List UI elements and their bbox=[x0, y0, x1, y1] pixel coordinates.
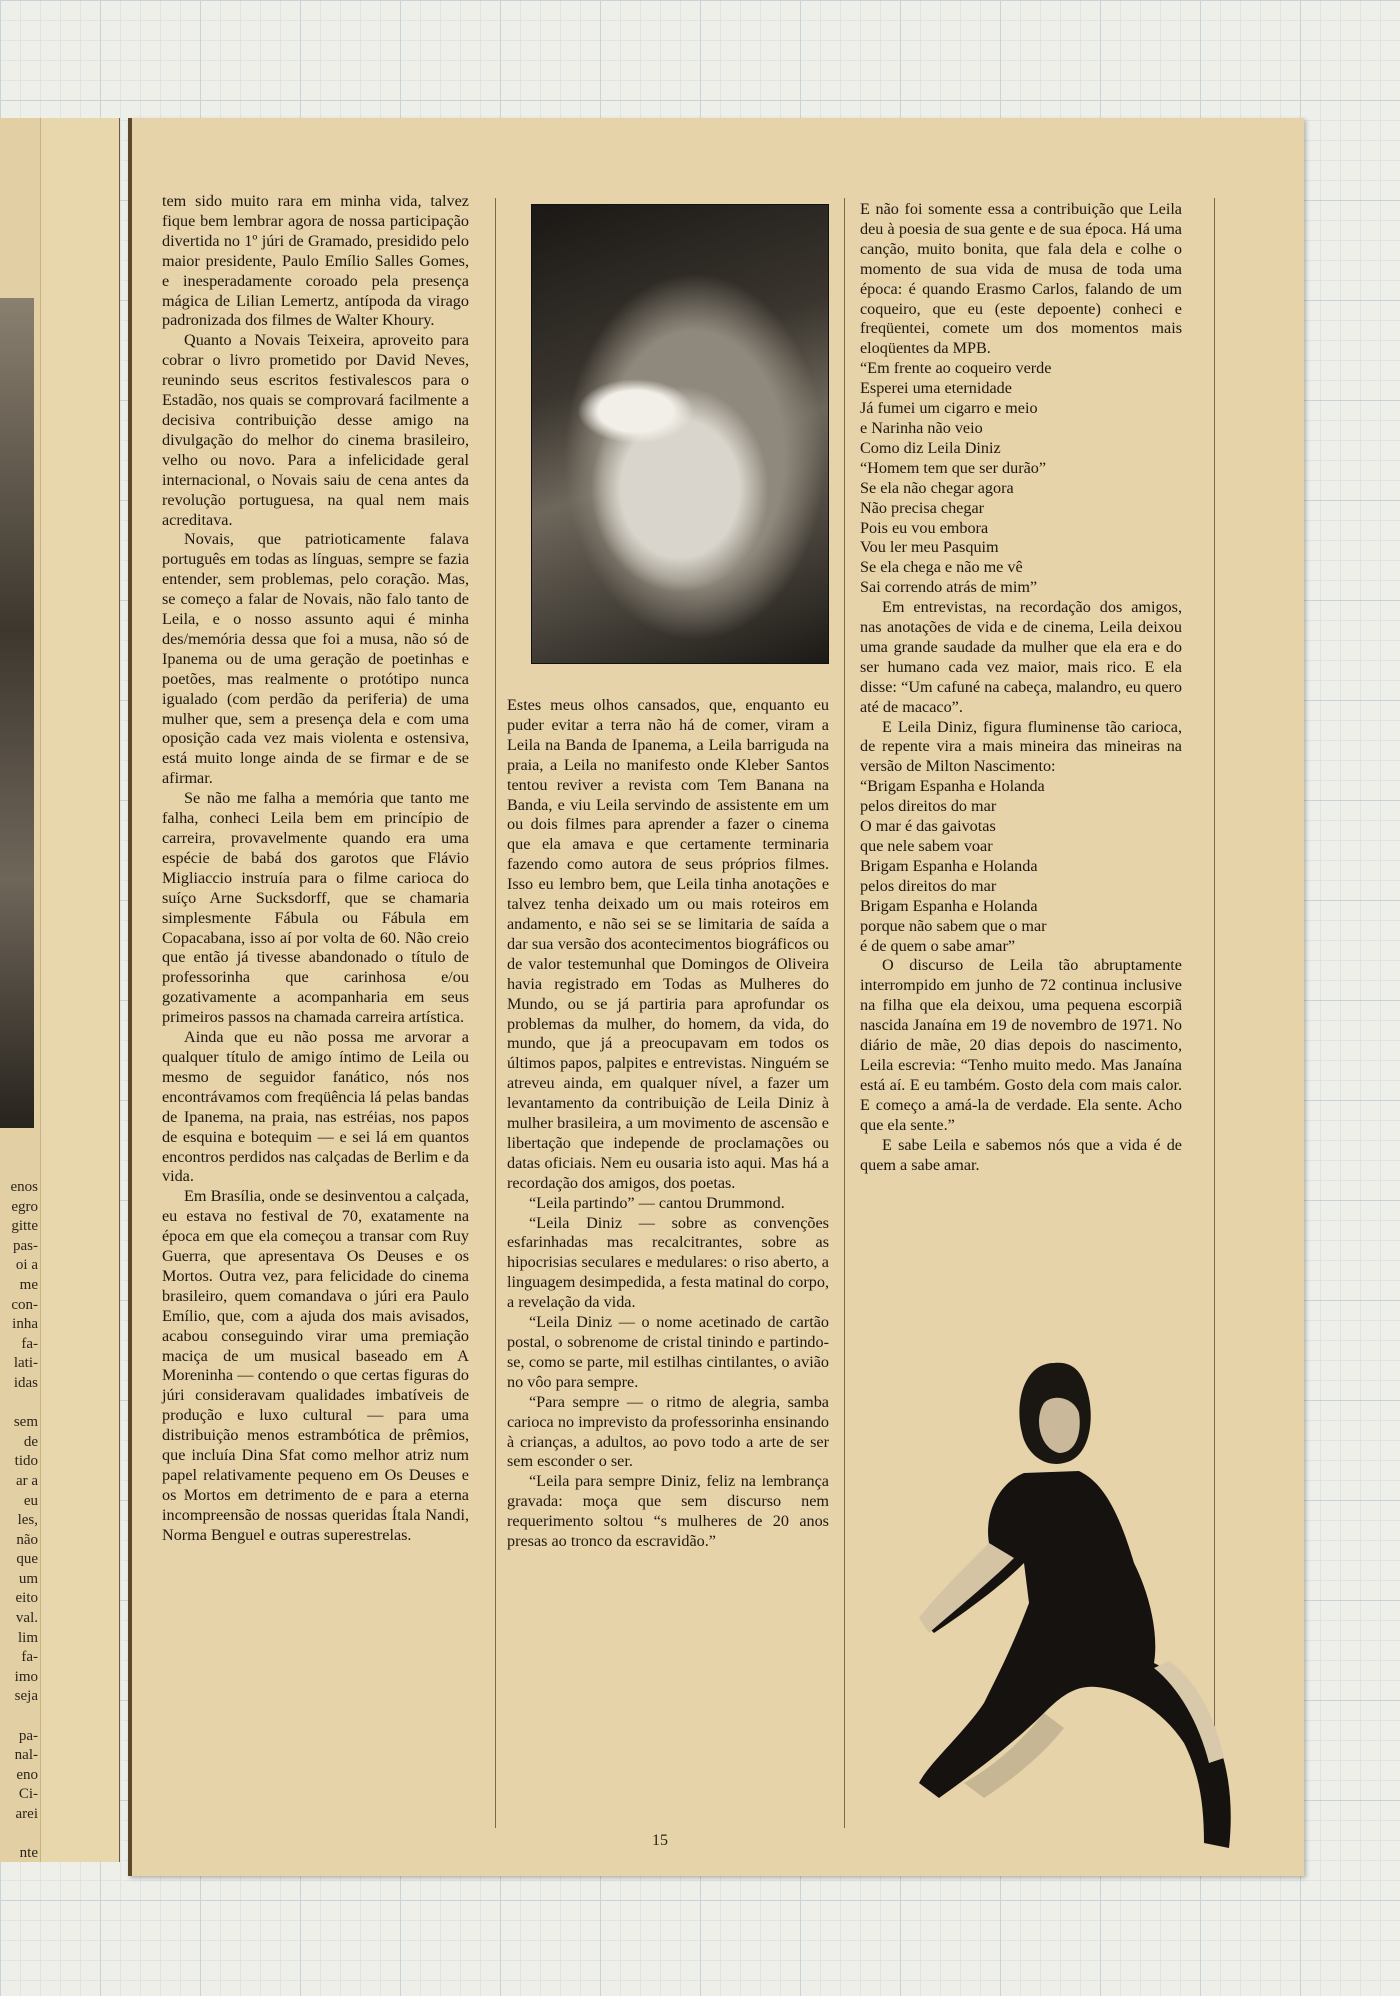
previous-page-fragment: con- bbox=[11, 1296, 38, 1313]
previous-page-fragment: oi a bbox=[15, 1257, 38, 1274]
article-paragraph: E sabe Leila e sabemos nós que a vida é de quem a sabe amar. bbox=[860, 1135, 1182, 1174]
previous-page-fragment: enos bbox=[10, 1179, 38, 1195]
article-paragraph: “Leila para sempre Diniz, feliz na lembrança gravada: moça que sem discurso nem requerimento soltou “s mulheres de 20 anos presas ao tronco da escravidão.” bbox=[507, 1472, 829, 1551]
column-rule bbox=[495, 198, 496, 1828]
article-paragraph: tem sido muito rara em minha vida, talvez fique bem lembrar agora de nossa participação divertida no 1º júri de Gramado, presidido pelo maior presidente, Paulo Emílio Salles Gomes, e inesperadamente coroado pela presença mágica de Lilian Lemertz, antípoda da virago padronizada dos filmes de Walter Khoury. bbox=[162, 192, 469, 330]
article-paragraph: Estes meus olhos cansados, que, enquanto eu puder evitar a terra não há de comer, viram a Leila na Banda de Ipanema, a Leila barriguda na praia, a Leila no manifesto onde Kleber Santos tentou reviver a revista com Tem Banana na Banda, e viu Leila servindo de assistente em um ou dois filmes para aprender a fazer o cinema que ela amava e que certamente terminaria fazendo como autora de seus próprios filmes. Isso eu lembro bem, que Leila tinha anotações e talvez tenha deixado um ou mais roteiros em andamento, e não sei se se limitaria de saída a dar sua versão dos acontecimentos biográficos ou de valor testemunhal que Domingos de Oliveira havia registrado em Todas as Mulheres do Mundo, ou se já partiria para aprofundar os problemas da mulher, do homem, da vida, do mundo, que já a preocupavam em todos os últimos papos, palpites e entrevistas. Ninguém se atreveu ainda, em qualquer nível, a fazer um levantamento da contribuição de Leila Diniz à mulher brasileira, a um movimento de ascensão e libertação que independe de proclamações ou datas oficiais. Nem eu ousaria isto aqui. Mas há a recordação dos amigos, dos poetas. bbox=[507, 696, 829, 1192]
previous-page-fragment: Ci- bbox=[18, 1786, 38, 1803]
article-paragraph: “Em frente ao coqueiro verde Esperei uma eternidade Já fumei um cigarro e meio e Narinha não veio Como diz Leila Diniz “Homem tem que ser durão” Se ela não chegar agora Não precisa chegar Pois eu vou embora Vou ler meu Pasquim Se ela chega e não me vê Sai correndo atrás de mim” bbox=[860, 359, 1052, 597]
article-column-3 bbox=[860, 200, 1182, 1175]
article-paragraph: Quanto a Novais Teixeira, aproveito para cobrar o livro prometido por David Neves, reunindo seus escritos festivalescos para o Estadão, nos quais se comprovará facilmente a decisiva contribuição desse amigo na divulgação do melhor do cinema brasileiro, velho ou novo. Para a infelicidade geral internacional, o Novais saiu de cena antes da revolução portuguesa, na qual nem mais acreditava. bbox=[162, 331, 469, 529]
previous-page-fragment: idas bbox=[13, 1374, 38, 1391]
magazine-page bbox=[128, 118, 1304, 1876]
previous-page-column bbox=[40, 118, 119, 1862]
previous-page-fragment bbox=[0, 1707, 38, 1727]
previous-page-fragment: ar a bbox=[15, 1472, 38, 1489]
article-paragraph: Em entrevistas, na recordação dos amigos, nas anotações de vida e de cinema, Leila deixou uma grande saudade da mulher que ela era e do ser humano cada vez maior, mais rico. E ela disse: “Um cafuné na cabeça, malandro, eu quero até de macaco”. bbox=[860, 598, 1182, 716]
previous-page-fragment: fa- bbox=[21, 1649, 38, 1666]
previous-page-fragment: inha bbox=[12, 1316, 38, 1333]
previous-page-photo bbox=[0, 298, 34, 1128]
article-paragraph: O discurso de Leila tão abruptamente interrompido em junho de 72 continua inclusive na filha que ela deixou, uma pequena escorpiã nascida Janaína em 19 de novembro de 1971. No diário de mãe, 20 dias depois do nascimento, Leila escrevia: “Tenho muito medo. Mas Janaína está aí. E eu também. Gosto dela com mais calor. E começo a amá-la de verdade. Ela sente. Acho que ela sente.” bbox=[860, 956, 1182, 1134]
previous-page-fragment: seja bbox=[14, 1688, 38, 1705]
swimsuit-photo-leila bbox=[904, 1343, 1244, 1858]
article-paragraph: “Brigam Espanha e Holanda pelos direitos do mar O mar é das gaivotas que nele sabem voar Brigam Espanha e Holanda pelos direitos do mar Brigam Espanha e Holanda porque não sabem que o mar é de quem o sabe amar” bbox=[860, 777, 1047, 955]
article-paragraph: Se não me falha a memória que tanto me falha, conheci Leila bem em princípio de carreira, provavelmente quando era uma espécie de babá dos garotos que Flávio Migliaccio instruía para o filme carioca do suíço Arne Sucksdorff, que se chamaria simplesmente Fábula ou Fábula em Copacabana, isso aí por volta de 60. Não creio que então já tivesse abandonado o título de professorinha que carinhosa e/ou gozativamente a acompanharia em seus primeiros passos na chamada carreira artística. bbox=[162, 789, 469, 1027]
previous-page-text-fragments bbox=[0, 1178, 38, 1864]
previous-page-fragment: de bbox=[23, 1433, 38, 1450]
previous-page-fragment: nal- bbox=[14, 1747, 38, 1764]
article-paragraph: “Leila Diniz — sobre as convenções esfarinhadas mas recalcitrantes, sobre as hipocrisias seculares e medulares: o riso aberto, a linguagem desimpedida, a festa matinal do corpo, a revelação da vida. bbox=[507, 1213, 829, 1312]
previous-page-fragment: eu bbox=[23, 1492, 38, 1509]
previous-page-fragment: tido bbox=[14, 1453, 38, 1470]
previous-page-fragment: arei bbox=[15, 1806, 38, 1822]
previous-page-fragment: nte bbox=[19, 1845, 38, 1862]
article-column-2 bbox=[507, 696, 829, 1552]
previous-page-fragment: pa- bbox=[18, 1727, 38, 1744]
previous-page-fragment: não bbox=[16, 1531, 38, 1548]
article-paragraph: “Leila partindo” — cantou Drummond. bbox=[529, 1193, 785, 1212]
column-rule bbox=[844, 198, 845, 1828]
previous-page-fragment: eno bbox=[16, 1766, 38, 1783]
previous-page-fragment: val. bbox=[15, 1610, 38, 1627]
previous-page-fragment: pas- bbox=[13, 1237, 38, 1254]
previous-page-fragment: que bbox=[16, 1551, 38, 1568]
article-column-1 bbox=[162, 192, 469, 1546]
previous-page-fragment: um bbox=[18, 1570, 38, 1587]
article-paragraph: Novais, que patrioticamente falava português em todas as línguas, sempre se fazia entender, sem problemas, pelo coração. Mas, se começo a falar de Novais, não falo tanto de Leila, e o nosso assunto aqui é minha des/memória dessa que foi a musa, não só de Ipanema ou de uma geração de poetinhas e poetões, mas realmente o protótipo nunca igualado (com perdão da periferia) de uma mulher que, sem a presença dela e com uma oposição cada vez mais violenta e ostensiva, está muito longe ainda de se firmar e de se afirmar. bbox=[162, 530, 469, 788]
previous-page-fragment: lati- bbox=[13, 1355, 38, 1372]
previous-page-fragment: fa- bbox=[21, 1335, 38, 1352]
article-paragraph: E Leila Diniz, figura fluminense tão carioca, de repente vira a mais mineira das mineiras na versão de Milton Nascimento: bbox=[860, 717, 1182, 776]
previous-page-fragment: gitte bbox=[11, 1218, 38, 1235]
portrait-photo-leila bbox=[531, 204, 829, 664]
article-paragraph: Ainda que eu não possa me arvorar a qualquer título de amigo íntimo de Leila ou mesmo de seguidor fanático, nós nos encontrávamos com freqüência lá pelas bandas de Ipanema, na praia, nas estréias, nos papos de esquina e botequim — e sei lá em quantos encontros perdidos nas calçadas de Berlim e da vida. bbox=[162, 1028, 469, 1186]
previous-page-fragment bbox=[0, 1394, 38, 1414]
previous-page-fragment: eito bbox=[15, 1590, 38, 1607]
previous-page-fragment: imo bbox=[14, 1668, 38, 1685]
article-paragraph: “Para sempre — o ritmo de alegria, samba carioca no imprevisto da professorinha ensinando à crianças, a adultos, ao povo todo a arte de ser sem esconder o ser. bbox=[507, 1392, 829, 1471]
previous-page-fragment: lim bbox=[17, 1629, 38, 1646]
article-paragraph: Em Brasília, onde se desinventou a calçada, eu estava no festival de 70, exatamente na época em que ela começou a transar com Ruy Guerra, que apresentava Os Deuses e os Mortos. Outra vez, para felicidade do cinema brasileiro, quem comandava o júri era Paulo Emílio, que, com a ajuda dos mais avisados, acabou conseguindo virar uma premiação maciça de um musical baseado em A Moreninha — contendo o que certas figuras do júri consideravam qualidades imbatíveis de produção e luxo cultural — para uma distribuição menos estrambótica de prêmios, que incluía Dina Sfat como melhor atriz num papel relativamente pequeno em Os Deuses e os Mortos em detrimento de e para a eterna incompreensão de nossas queridas Ítala Nandi, Norma Benguel e outras superestrelas. bbox=[162, 1187, 469, 1544]
article-paragraph: “Leila Diniz — o nome acetinado de cartão postal, o sobrenome de cristal tinindo e partindo-se, como se parte, mil estilhas cintilantes, o avião no vôo para sempre. bbox=[507, 1313, 829, 1391]
previous-page-edge bbox=[0, 118, 120, 1862]
article-paragraph: E não foi somente essa a contribuição que Leila deu à poesia de sua gente e de sua época. Há uma canção, muito bonita, que fala dela e colhe o momento de sua vida de musa de toda uma época: é quando Erasmo Carlos, falando de um coqueiro, que eu (este depoente) conheci e freqüentei, comete um dos momentos mais eloqüentes da MPB. bbox=[860, 200, 1182, 358]
previous-page-fragment: les, bbox=[17, 1512, 38, 1529]
page-number: 15 bbox=[652, 1832, 668, 1849]
previous-page-fragment: sem bbox=[13, 1414, 38, 1431]
previous-page-fragment bbox=[0, 1825, 38, 1845]
previous-page-fragment: me bbox=[19, 1276, 38, 1293]
previous-page-fragment: egro bbox=[11, 1198, 38, 1215]
